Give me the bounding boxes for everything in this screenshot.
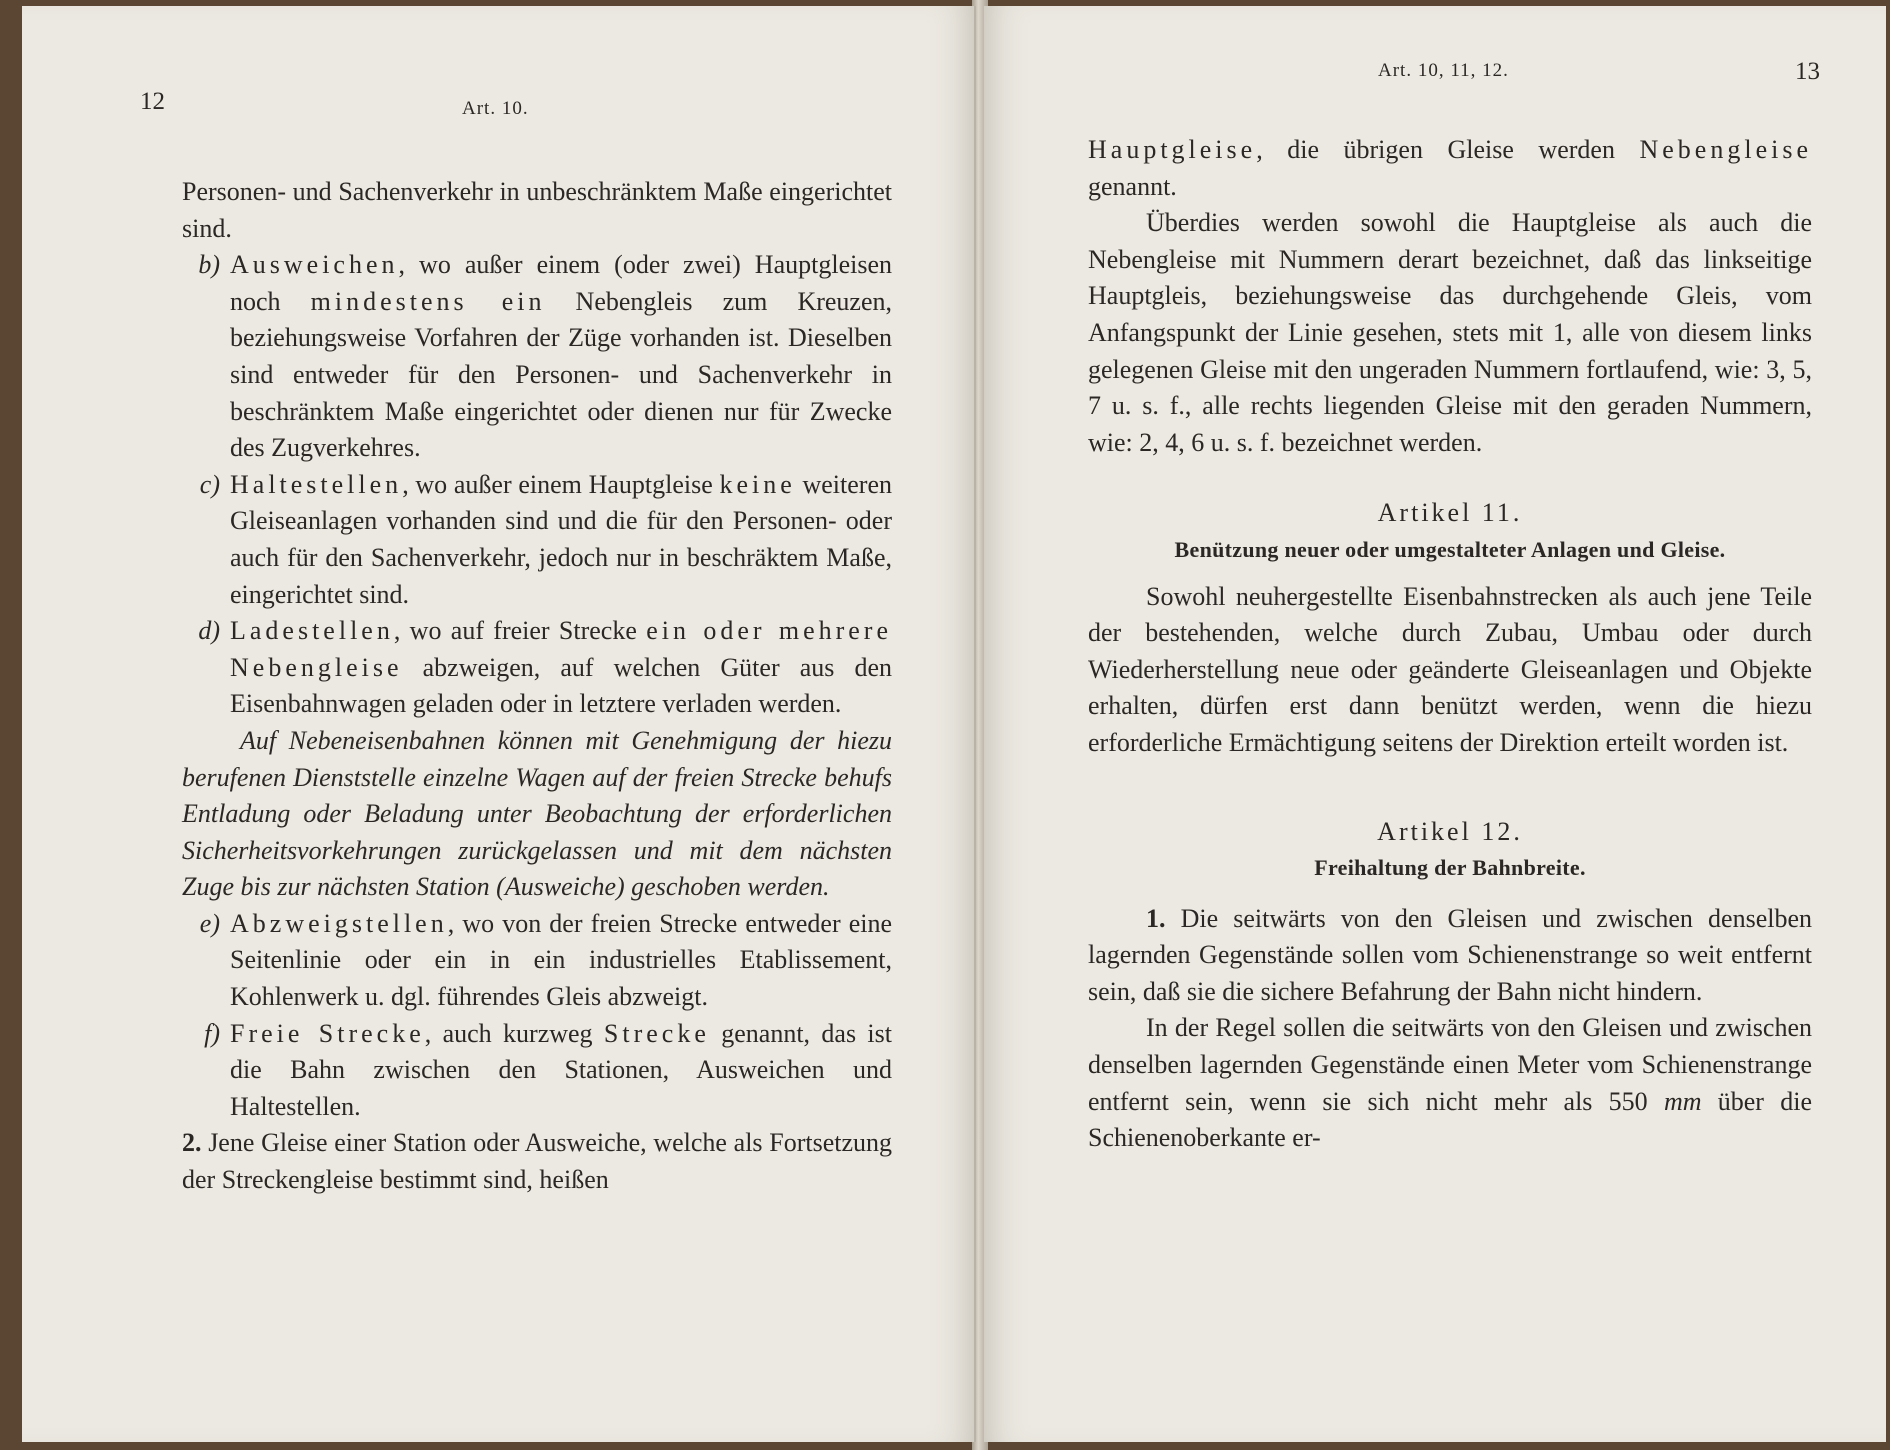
term: Haltestellen (230, 469, 403, 499)
item-c (182, 467, 892, 613)
article-11-title: Artikel 11. (1377, 498, 1523, 528)
text-span: weiteren Gleiseanlagen vorhanden sind und die für den Personen- oder auch für den Sachenverkehr, jedoch nur in beschräktem Maße, eingerichtet sind. (230, 469, 892, 609)
text-span: , wo von der freien Strecke entweder eine Seitenlinie oder ein in ein industrielles Etablissement, Kohlenwerk u. dgl. führendes Gleis abzweigt. (230, 908, 892, 1012)
running-head-left: Art. 10. (462, 98, 529, 119)
spacer (1088, 461, 1812, 495)
item-f (182, 1016, 892, 1126)
spaced-text: keine (719, 469, 796, 499)
term: Strecke (603, 1018, 710, 1048)
spacer (1088, 762, 1812, 814)
unit: mm (1663, 1086, 1702, 1116)
item-a-continuation: Personen- und Sachenverkehr in unbeschränktem Maße eingerichtet sind. (182, 177, 892, 243)
text-span: genannt. (1088, 171, 1177, 201)
italic-note: Auf Nebeneisenbahnen können mit Genehmigung der hiezu berufenen Dienststelle einzelne Wagen auf der freien Strecke behufs Entladung oder Beladung unter Beobachtung der erforderlichen Sicherheitsvorkehrungen zurückgelassen und mit dem nächsten Zuge bis zur nächsten Station (Ausweiche) geschoben werden. (182, 725, 892, 902)
paragraph-2 (182, 1125, 892, 1198)
right-page (984, 6, 1886, 1442)
term: Freie Strecke (230, 1018, 425, 1048)
left-page (22, 6, 976, 1442)
item-b (182, 247, 892, 467)
spacer (1088, 569, 1812, 579)
spacer (1088, 887, 1812, 901)
item-label: e) (199, 908, 220, 938)
article-12-title: Artikel 12. (1377, 816, 1523, 846)
spaced-text: mindestens ein (310, 286, 546, 316)
term: Abzweigstellen (230, 908, 448, 938)
text-span: genannt, das ist die Bahn zwischen den Stationen, Ausweichen und Haltestellen. (230, 1018, 892, 1121)
text-span: In der Regel sollen die seitwärts von den Gleisen und zwischen denselben lagernden Gegenstände einen Meter vom Schienenstrange entfernt sein, wenn sie sich nicht mehr als 550 (1088, 1013, 1812, 1116)
text-span: , wo außer einem (oder zwei) Hauptgleisen noch (230, 250, 892, 316)
text-span: über die Schienenoberkante er- (1088, 1086, 1812, 1153)
item-label: f) (204, 1018, 220, 1048)
spaced-text: ein oder mehrere Nebengleise (230, 616, 893, 682)
continuation-line (1088, 132, 1812, 205)
item-label: d) (198, 616, 220, 646)
article-12-subtitle: Freihaltung der Bahnbreite. (1314, 855, 1586, 881)
item-e (182, 906, 892, 1016)
text-span: Jene Gleise einer Station oder Ausweiche, welche als Fortsetzung der Streckengleise bestimmt sind, heißen (182, 1128, 892, 1195)
running-head-right: Art. 10, 11, 12. (1378, 60, 1509, 81)
item-label: b) (198, 250, 220, 280)
item-label: c) (199, 469, 220, 499)
paragraph-number: 2. (182, 1128, 202, 1158)
spaced-text: Nebengleise (1639, 135, 1812, 164)
article-11-text: Sowohl neuhergestellte Eisenbahnstrecken als auch jene Teile der bestehenden, welche durch Zubau, Umbau oder durch Wiederherstellung neue oder geänderte Gleiseanlagen und Objekte erhalten, dürfen erst dann benützt werden, wenn die hiezu erforderliche Ermächtigung seitens der Direktion erteilt worden ist. (1088, 581, 1812, 757)
text-span: , wo außer einem Hauptgleise (402, 469, 720, 499)
text-span: Die seitwärts von den Gleisen und zwischen denselben lagernden Gegenstände sollen vom Schienenstrange so weit entfernt sein, daß sie die sichere Befahrung der Bahn nicht hindern. (1088, 903, 1812, 1006)
term: Ladestellen (230, 616, 394, 646)
text-span: , die übrigen Gleise werden (1256, 135, 1640, 164)
text-span: abzweigen, auf welchen Güter aus den Eisenbahnwagen geladen oder in letztere verladen werden. (230, 652, 892, 719)
text-span: , auch kurzweg (424, 1018, 604, 1048)
article-12-paragraph-1 (1088, 901, 1812, 1011)
term: Ausweichen (230, 250, 399, 280)
text-span: Nebengleis zum Kreuzen, beziehungsweise Vorfahren der Züge vorhanden ist. Dieselben sind entweder für den Personen- und Sachenverkehr in beschränktem Maße eingerichtet oder dienen nur für Zwecke des Zugverkehres. (230, 286, 892, 463)
left-body-text (182, 174, 892, 1199)
page-number-left: 12 (140, 88, 165, 115)
paragraph-ueberdies: Überdies werden sowohl die Hauptgleise als auch die Nebengleise mit Nummern derart bezeichnet, daß das linkseitige Hauptgleis, beziehungsweise das durchgehende Gleis, vom Anfangspunkt der Linie gesehen, stets mit 1, alle von diesem links gelegenen Gleise mit den ungeraden Nummern fortlaufend, wie: 3, 5, 7 u. s. f., alle rechts liegenden Gleise mit den geraden Nummern, wie: 2, 4, 6 u. s. f. bezeichnet werden. (1088, 208, 1812, 457)
paragraph-number: 1. (1146, 903, 1166, 933)
item-d (182, 613, 892, 723)
spaced-text: Hauptgleise (1088, 135, 1257, 164)
article-11-subtitle: Benützung neuer oder umgestalteter Anlagen und Gleise. (1174, 536, 1726, 562)
article-12-paragraph-2 (1088, 1010, 1812, 1156)
text-span: , wo auf freier Strecke (393, 616, 647, 646)
page-number-right: 13 (1795, 58, 1820, 85)
right-body-text (1088, 132, 1812, 1157)
